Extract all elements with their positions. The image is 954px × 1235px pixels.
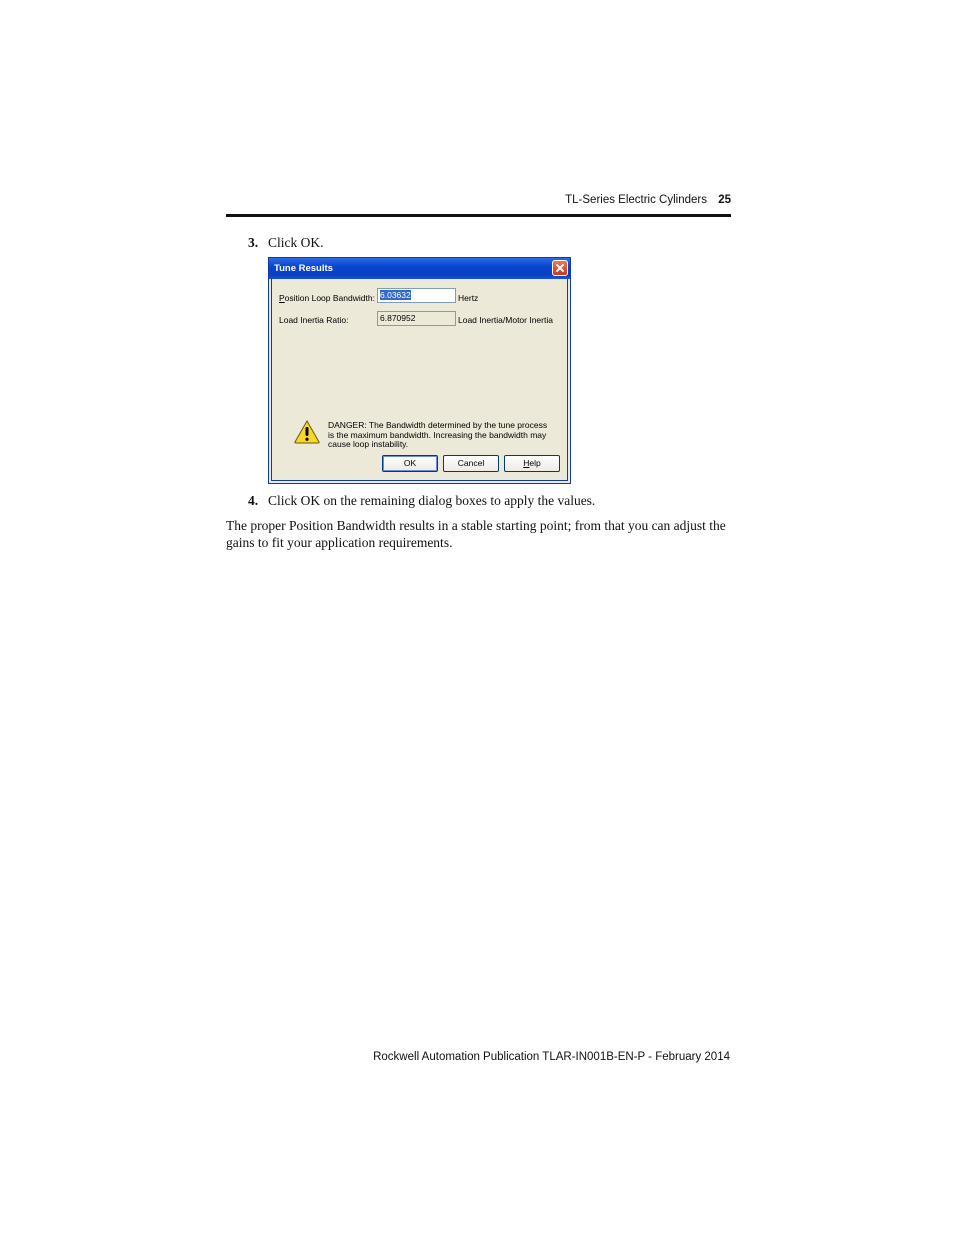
step-text: Click OK. — [268, 235, 324, 250]
danger-message: DANGER: The Bandwidth determined by the tune process is the maximum bandwidth. Increasing the bandwidth may cause loop instability. — [328, 420, 548, 450]
step-number: 3. — [248, 235, 259, 250]
cancel-button[interactable]: Cancel — [443, 455, 499, 472]
running-header — [226, 192, 731, 214]
help-button[interactable]: Help — [504, 455, 560, 472]
load-inertia-ratio-field: 6.870952 — [377, 311, 456, 326]
tune-results-dialog — [268, 257, 571, 484]
load-inertia-ratio-unit: Load Inertia/Motor Inertia — [458, 315, 553, 325]
step-3 — [248, 235, 324, 251]
page-footer: Rockwell Automation Publication TLAR-IN001B-EN-P - February 2014 — [373, 1051, 730, 1063]
ok-button[interactable]: OK — [382, 455, 438, 472]
header-title: TL-Series Electric Cylinders — [565, 194, 707, 206]
dialog-client-area — [271, 279, 568, 481]
warning-icon — [294, 420, 320, 444]
selected-value: 6.03632 — [380, 290, 411, 300]
body-paragraph: The proper Position Bandwidth results in a stable starting point; from that you can adjust the gains to fit your application requirements. — [226, 518, 726, 550]
step-4 — [248, 493, 595, 509]
dialog-titlebar[interactable] — [269, 258, 570, 279]
position-loop-bandwidth-label: Position Loop Bandwidth: — [279, 293, 375, 303]
close-icon[interactable] — [552, 260, 568, 276]
position-loop-bandwidth-unit: Hertz — [458, 293, 479, 303]
position-loop-bandwidth-input[interactable] — [377, 288, 456, 303]
header-rule — [226, 214, 731, 217]
page-number: 25 — [718, 194, 731, 206]
dialog-title: Tune Results — [274, 263, 333, 274]
step-text: Click OK on the remaining dialog boxes to apply the values. — [268, 493, 596, 508]
load-inertia-ratio-label: Load Inertia Ratio: — [279, 315, 349, 325]
step-number: 4. — [248, 493, 259, 508]
